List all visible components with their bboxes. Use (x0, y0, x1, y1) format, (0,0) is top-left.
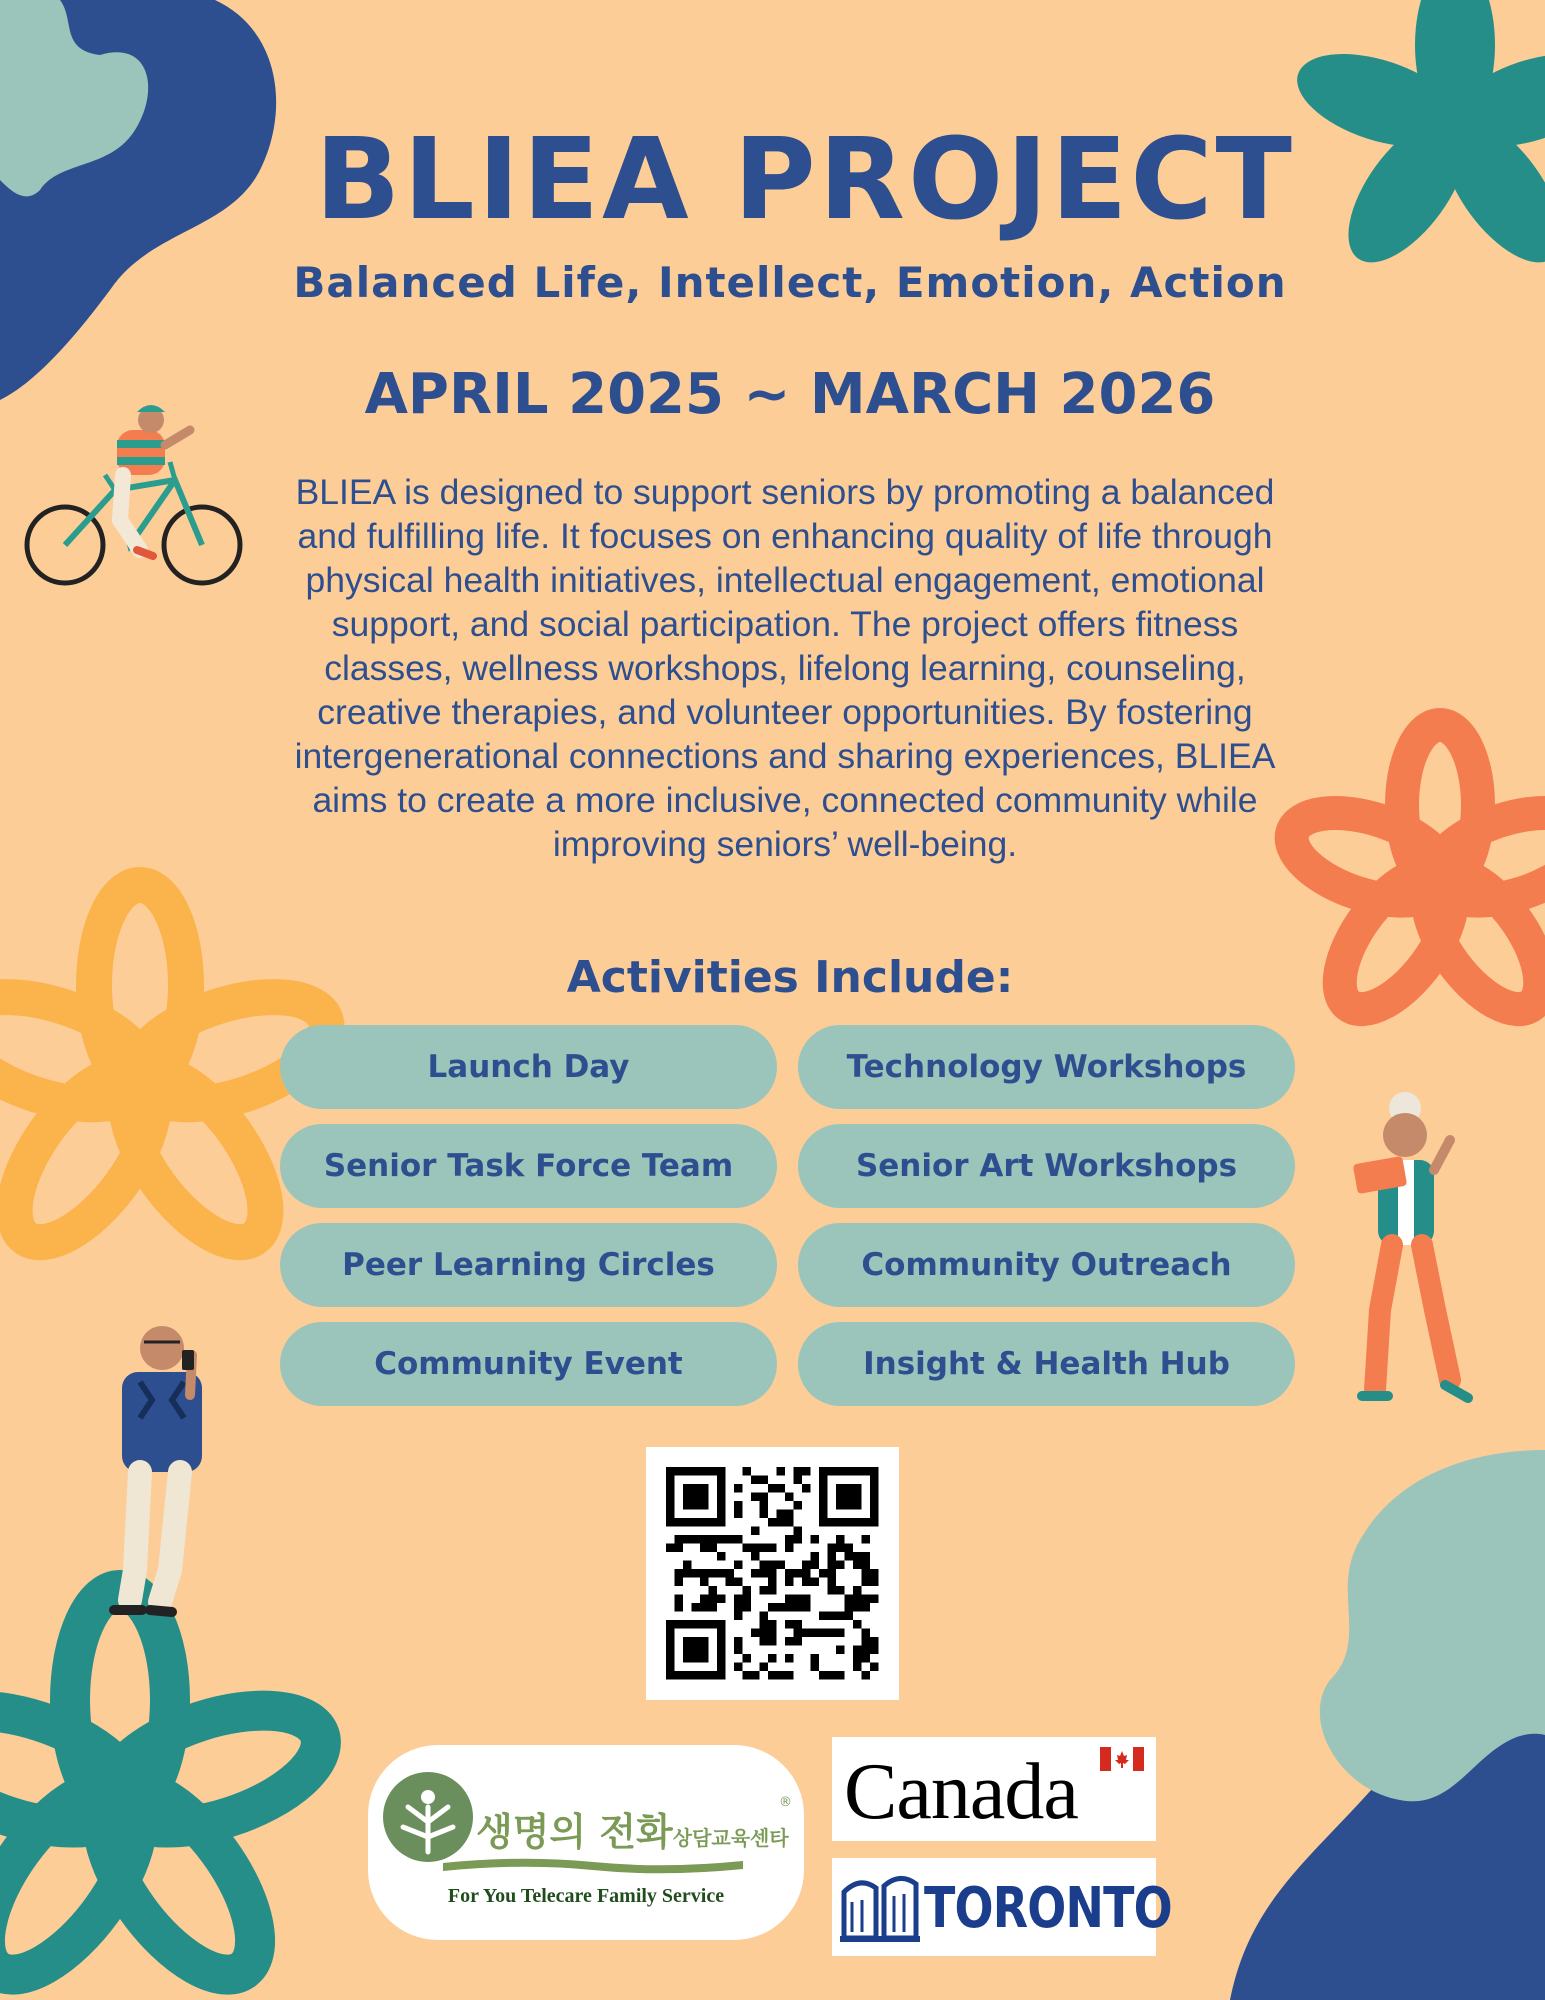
activity-pill-senior-task-force-team[interactable]: Senior Task Force Team (280, 1124, 777, 1208)
activity-pill-technology-workshops[interactable]: Technology Workshops (798, 1025, 1295, 1109)
activities-list (280, 1025, 1295, 1406)
senior-with-phone-illustration (114, 1326, 202, 1612)
activity-pill-insight-health-hub[interactable]: Insight & Health Hub (798, 1322, 1295, 1406)
canada-logo (832, 1737, 1156, 1841)
canada-wordmark: Canada (844, 1748, 1078, 1836)
project-description: BLIEA is designed to support seniors by promoting a balanced and fulfilling life. It focuses on enhancing quality of life through physical health initiatives, intellectual engagement, emotional support, and social participation. The project offers fitness classes, wellness workshops, lifelong learning, counseling, creative therapies, and volunteer opportunities. By fostering intergenerational connections and sharing experiences, BLIEA aims to create a more inclusive, connected community while improving seniors’ well-being. (294, 472, 1276, 864)
telecare-korean-name: 생명의 전화상담교육센타 (476, 1810, 789, 1854)
flower-decoration (0, 1590, 335, 1999)
telecare-english-name: For You Telecare Family Service (447, 1885, 725, 1907)
brush-stroke-decoration (443, 1857, 743, 1877)
activity-pill-community-outreach[interactable]: Community Outreach (798, 1223, 1295, 1307)
canada-flag-icon (1100, 1747, 1144, 1771)
activity-pill-launch-day[interactable]: Launch Day (280, 1025, 777, 1109)
toronto-logo (832, 1858, 1172, 1956)
cyclist-illustration (27, 405, 240, 583)
activity-pill-senior-art-workshops[interactable]: Senior Art Workshops (798, 1124, 1295, 1208)
telecare-logo (368, 1745, 804, 1940)
registered-mark: ® (779, 1795, 792, 1810)
page-subtitle: Balanced Life, Intellect, Emotion, Action (293, 258, 1287, 307)
toronto-wordmark: TORONTO (924, 1876, 1172, 1941)
telecare-emblem-icon (378, 1767, 478, 1867)
senior-with-tablet-illustration (1353, 1092, 1468, 1398)
qr-code[interactable] (646, 1447, 899, 1700)
qr-code-icon (646, 1447, 899, 1700)
activity-pill-peer-learning-circles[interactable]: Peer Learning Circles (280, 1223, 777, 1307)
activities-heading: Activities Include: (566, 952, 1014, 1003)
project-dates: APRIL 2025 ~ MARCH 2026 (364, 362, 1216, 427)
activity-pill-community-event[interactable]: Community Event (280, 1322, 777, 1406)
page-title: BLIEA PROJECT (315, 115, 1295, 245)
toronto-city-hall-icon (840, 1872, 920, 1942)
